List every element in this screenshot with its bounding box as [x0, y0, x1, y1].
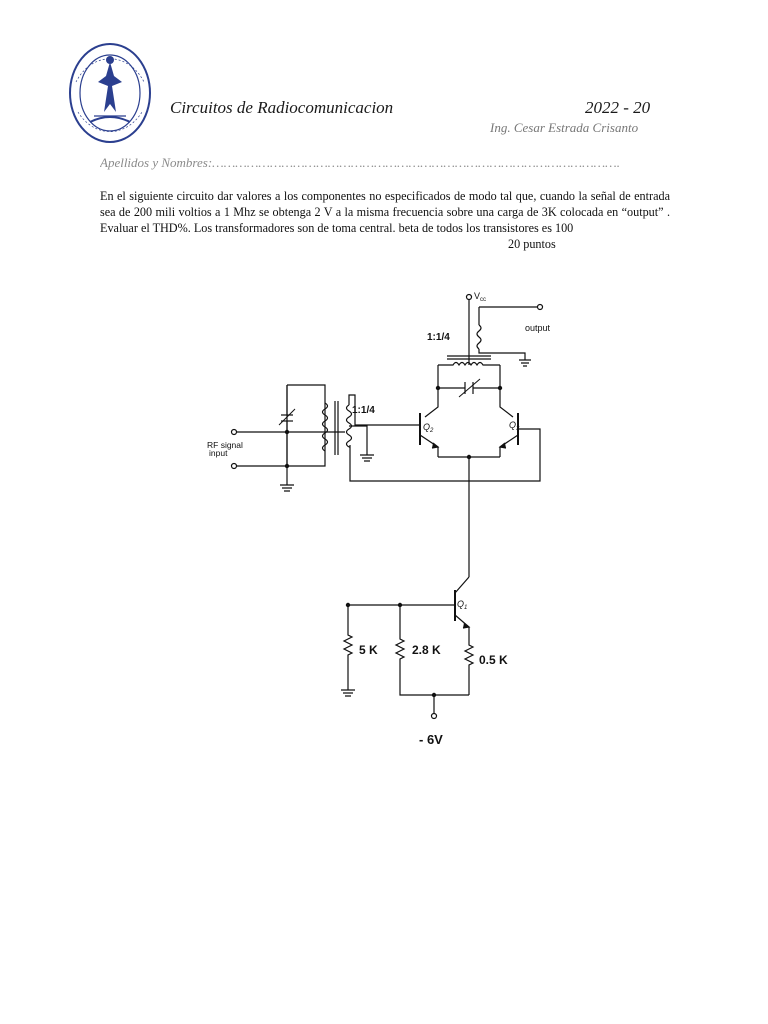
statement-text: En el siguiente circuito dar valores a los componentes no especificados de modo tal que, cuando la señal de entrada sea de 200 mili voltios a 1 Mhz se obtenga 2 V a la misma frecuencia sobre una carga de 3K colocada en “output” . Evaluar el THD%. Los transformadores son de toma central. beta de todos los transistores es 100 [100, 189, 670, 235]
q2-label: $Q_2$ [423, 422, 434, 434]
rf-input-label: input [209, 448, 228, 458]
r1-label: 5 K [359, 643, 378, 657]
r3-label: 0.5 K [479, 653, 508, 667]
supply-terminal [432, 714, 437, 719]
vcc-label: $V_{cc}$ [474, 291, 487, 303]
circuit-diagram [195, 285, 555, 755]
teacher-name: Ing. Cesar Estrada Crisanto [490, 120, 639, 135]
supply-label: - 6V [419, 732, 443, 747]
problem-statement [100, 188, 670, 251]
input-ratio-label: 1:1/4 [352, 405, 375, 416]
q3-label: $Q_3$ [509, 420, 520, 432]
output-terminal [538, 305, 543, 310]
vcc-terminal [467, 295, 472, 300]
university-seal-icon [68, 42, 152, 144]
student-name-line[interactable] [100, 155, 660, 171]
names-dots: ……………………………………………………………………………………………. [212, 155, 620, 170]
rf-signal-label: RF signal [207, 440, 243, 450]
names-label: Apellidos y Nombres: [100, 155, 213, 170]
output-label: output [525, 323, 551, 333]
academic-period: 2022 - 20 [585, 98, 651, 117]
rf-input-terminal-bottom [232, 464, 237, 469]
output-ratio-label: 1:1/4 [427, 332, 450, 343]
points-value: 20 puntos [508, 237, 556, 251]
r2-label: 2.8 K [412, 643, 441, 657]
rf-input-terminal-top [232, 430, 237, 435]
q1-label: $Q_1$ [457, 599, 468, 611]
course-title: Circuitos de Radiocomunicacion [170, 98, 394, 117]
